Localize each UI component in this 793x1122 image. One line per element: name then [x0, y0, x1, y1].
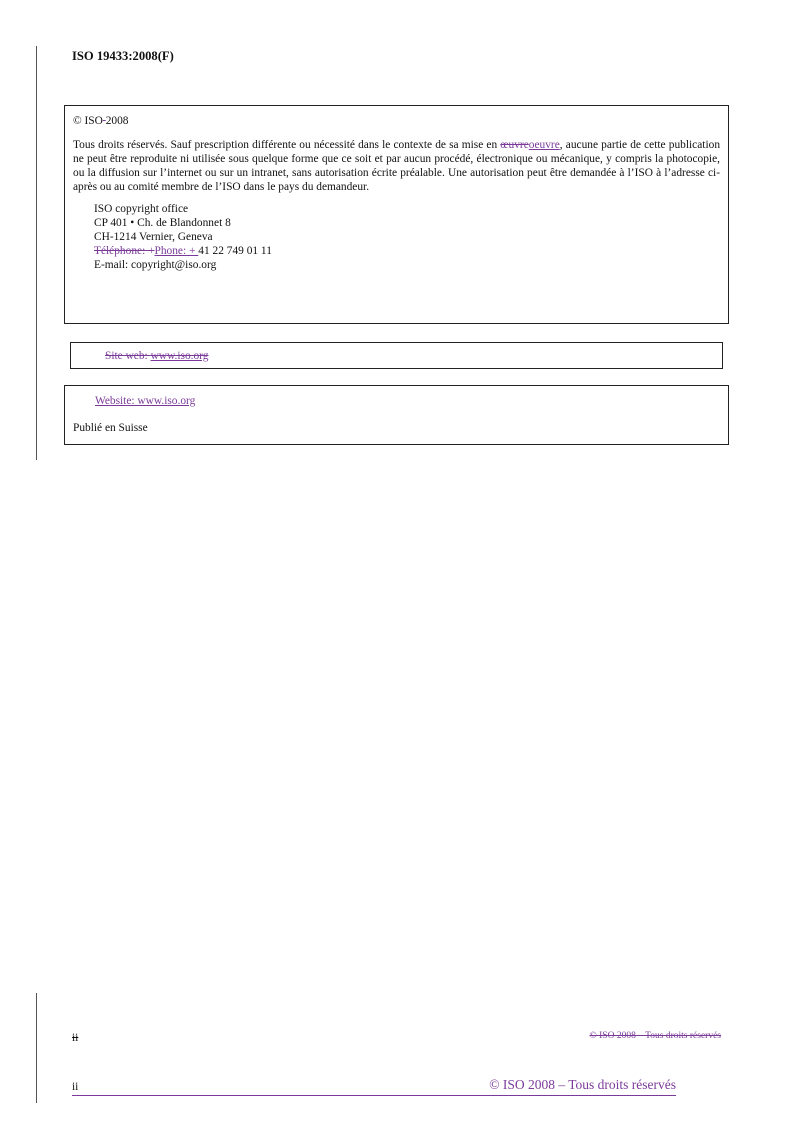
document-header-title: ISO 19433:2008(F) [72, 49, 174, 63]
deleted-footer-copyright: © ISO 2008 – Tous droits réservés [589, 1031, 721, 1041]
deleted-word-oeuvre: œuvre [500, 139, 529, 151]
copyright-year: 2008 [105, 115, 129, 127]
deleted-footer-page-number: ii [72, 1032, 79, 1044]
website-box [64, 385, 729, 445]
deleted-phone-label: Téléphone: + [94, 245, 155, 257]
deleted-site-web-label: Site web: [105, 350, 151, 362]
inserted-website-link[interactable]: Website: www.iso.org [95, 395, 196, 407]
address-line-city: CH-1214 Vernier, Geneva [94, 231, 213, 243]
footer-copyright: © ISO 2008 – Tous droits réservés [489, 1077, 676, 1092]
change-bar-bottom [36, 993, 37, 1103]
footer-page-number: ii [72, 1081, 79, 1093]
change-bar-top [36, 46, 37, 460]
rights-paragraph [73, 138, 720, 194]
inserted-phone-label: Phone: + [154, 245, 199, 257]
rights-text-end: , aucune partie de cette publication ne peut être reproduite ni utilisée sous quelque forme que ce soit et par aucun procédé, électronique ou mécanique, y compris la photocopie, ou la diffusion sur l’internet ou sur un intranet, sans autorisation écrite préalable. Une autorisation peut être demandée à l’ISO à l’adresse ci-après ou au comité membre de l’ISO dans le pays du demandeur. [73, 139, 721, 193]
copyright-prefix: © ISO [73, 115, 103, 127]
inserted-word-oeuvre: oeuvre [528, 139, 560, 151]
deleted-site-web-box [70, 342, 723, 369]
address-block [94, 202, 720, 272]
published-in-switzerland: Publié en Suisse [73, 422, 148, 434]
deleted-site-web-link[interactable]: www.iso.org [150, 350, 209, 362]
footer [72, 1077, 676, 1096]
copyright-notice-box [64, 105, 729, 324]
address-line-office: ISO copyright office [94, 203, 189, 215]
address-line-phone [94, 244, 720, 258]
phone-number: 41 22 749 01 11 [198, 245, 272, 257]
rights-text-start: Tous droits réservés. Sauf prescription différente ou nécessité dans le contexte de sa mise en [73, 139, 501, 151]
copyright-line [73, 114, 720, 128]
address-line-street: CP 401 • Ch. de Blandonnet 8 [94, 217, 231, 229]
address-line-email: E-mail: copyright@iso.org [94, 259, 217, 271]
